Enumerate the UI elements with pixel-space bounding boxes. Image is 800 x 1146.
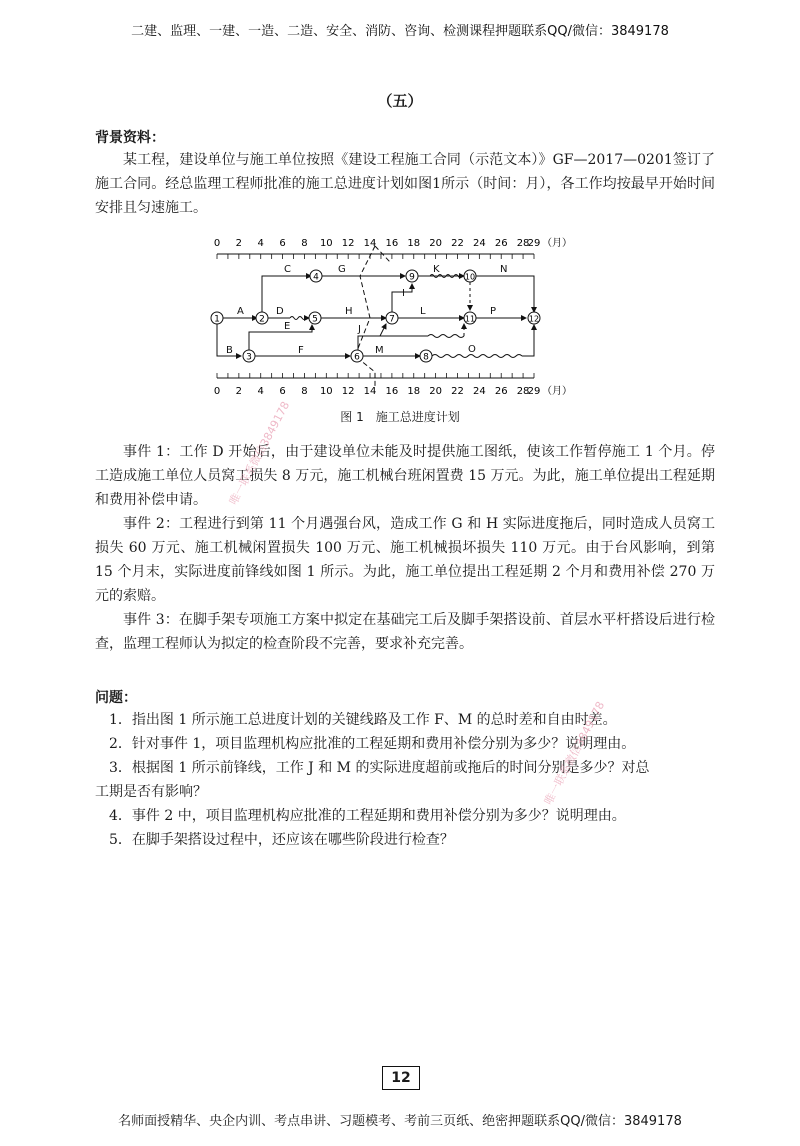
node-9 <box>406 270 418 283</box>
scale-unit-label: （月） <box>542 386 572 397</box>
scale-tick-label: 28 <box>516 238 530 249</box>
scale-tick-label: 18 <box>407 238 421 249</box>
event-1: 事件 1：工作 D 开始后，由于建设单位未能及时提供施工图纸，使该工作暂停施工 1 个月。停工造成施工单位人员窝工损失 8 万元，施工机械台班闲置费 15 万元。为此，施工单位提出工程延期和费用补偿申请。 <box>95 444 715 508</box>
scale-tick-label: 2 <box>235 386 243 397</box>
scale-tick-label: 14 <box>363 386 377 397</box>
svg-text:10: 10 <box>464 272 476 282</box>
watermark: 唯一联系微信3849178 <box>541 699 608 808</box>
intro-block <box>95 148 715 220</box>
scale-tick-label: 4 <box>257 238 264 249</box>
activity-n-arrow <box>476 276 534 312</box>
scale-tick-label: 20 <box>429 238 442 249</box>
scale-tick-label: 26 <box>494 238 508 249</box>
scale-tick-label: 29 <box>527 238 541 249</box>
node-1 <box>211 312 223 325</box>
svg-text:6: 6 <box>354 352 360 363</box>
bottom-time-scale <box>214 373 572 397</box>
event-2: 事件 2：工程进行到第 11 个月遇强台风，造成工作 G 和 H 实际进度拖后，同时造成人员窝工损失 60 万元、施工机械闲置损失 100 万元、施工机械损坏损失 110 万元。由于台风影响，到第 15 个月末，实际进度前锋线如图 1 所示。为此，施工单位提出工程延期 2 个月和费用补偿 270 万元的索赔。 <box>95 516 715 604</box>
scale-tick-label: 22 <box>451 386 464 397</box>
section-title: （五） <box>377 92 423 110</box>
scale-tick-label: 26 <box>494 386 508 397</box>
intro-paragraph: 某工程，建设单位与施工单位按照《建设工程施工合同（示范文本）》GF—2017—0201签订了施工合同。经总监理工程师批准的施工总进度计划如图1所示（时间：月），各工作均按最早开始时间安排且匀速施工。 <box>95 152 715 216</box>
label-a: A <box>237 306 244 317</box>
scale-tick-label: 24 <box>472 238 486 249</box>
label-b: B <box>226 345 233 356</box>
scale-tick-label: 18 <box>407 386 421 397</box>
label-p: P <box>490 306 497 317</box>
label-k: K <box>433 264 440 275</box>
label-f: F <box>298 345 304 356</box>
question-3-continued: 工期是否有影响？ <box>95 784 207 800</box>
scale-tick-label: 20 <box>429 386 442 397</box>
scale-tick-label: 6 <box>279 386 286 397</box>
svg-text:8: 8 <box>423 352 429 363</box>
question-3: 3．根据图 1 所示前锋线，工作 J 和 M 的实际进度超前或拖后的时间分别是多少？对总 <box>109 760 650 776</box>
node-11 <box>464 312 476 324</box>
watermark: 唯一联系微信3849178 <box>226 399 293 508</box>
scale-tick-label: 29 <box>527 386 541 397</box>
network-svg <box>200 232 580 432</box>
svg-text:7: 7 <box>389 314 395 325</box>
node-3 <box>243 350 255 363</box>
scale-tick-label: 16 <box>385 386 399 397</box>
events-block <box>95 440 715 656</box>
question-2: 2．针对事件 1，项目监理机构应批准的工程延期和费用补偿分别为多少？说明理由。 <box>109 736 636 752</box>
scale-tick-label: 0 <box>213 386 221 397</box>
node-12 <box>528 312 540 324</box>
scale-tick-label: 24 <box>472 386 486 397</box>
question-5: 5．在脚手架搭设过程中，还应该在哪些阶段进行检查？ <box>109 832 454 848</box>
node-8 <box>420 350 432 363</box>
svg-text:3: 3 <box>246 352 252 363</box>
scale-tick-label: 10 <box>319 238 333 249</box>
background-heading: 背景资料： <box>95 130 165 146</box>
svg-text:11: 11 <box>464 314 476 324</box>
scale-tick-label: 28 <box>516 386 530 397</box>
scale-unit-label: （月） <box>542 238 572 249</box>
scale-tick-label: 6 <box>279 238 286 249</box>
label-h: H <box>345 306 353 317</box>
event-3: 事件 3：在脚手架专项施工方案中拟定在基础完工后及脚手架搭设前、首层水平杆搭设后进行检查，监理工程师认为拟定的检查阶段不完善，要求补充完善。 <box>95 612 715 652</box>
node-4 <box>310 270 322 283</box>
schedule-network-diagram <box>200 232 580 432</box>
scale-tick-label: 8 <box>301 386 308 397</box>
svg-text:1: 1 <box>214 314 220 325</box>
scale-tick-label: 12 <box>341 386 355 397</box>
top-time-scale <box>214 237 572 259</box>
page-header: 二建、监理、一建、一造、二造、安全、消防、咨询、检测课程押题联系QQ/微信：3849178 <box>131 24 669 39</box>
page-footer: 名师面授精华、央企内训、考点串讲、习题模考、考前三页纸、绝密押题联系QQ/微信：3849178 <box>118 1114 682 1129</box>
node-2 <box>256 312 268 325</box>
svg-text:9: 9 <box>409 272 415 283</box>
svg-text:2: 2 <box>259 314 265 325</box>
svg-text:12: 12 <box>528 314 540 324</box>
label-e: E <box>284 321 291 332</box>
scale-tick-label: 8 <box>301 238 308 249</box>
page-number: 12 <box>382 1066 420 1090</box>
label-i: I <box>402 288 405 299</box>
svg-text:5: 5 <box>312 314 318 325</box>
label-m: M <box>375 345 384 356</box>
questions-heading: 问题： <box>95 690 137 706</box>
figure-caption: 图 1 施工总进度计划 <box>340 410 460 424</box>
question-4: 4．事件 2 中，项目监理机构应批准的工程延期和费用补偿分别为多少？说明理由。 <box>109 808 626 824</box>
progress-front-line <box>355 246 375 388</box>
questions-block <box>95 708 715 852</box>
scale-tick-label: 16 <box>385 238 399 249</box>
activity-o-arrow <box>432 355 522 358</box>
label-l: L <box>420 306 426 317</box>
scale-tick-label: 2 <box>235 238 243 249</box>
scale-tick-label: 12 <box>341 238 355 249</box>
activity-d-float <box>290 317 306 320</box>
label-g: G <box>338 264 346 275</box>
scale-tick-label: 14 <box>363 238 377 249</box>
question-1: 1．指出图 1 所示施工总进度计划的关键线路及工作 F、M 的总时差和自由时差。 <box>109 712 617 728</box>
node-10 <box>464 270 476 282</box>
label-o: O <box>468 344 476 355</box>
scale-tick-label: 22 <box>451 238 464 249</box>
label-j: J <box>358 324 361 335</box>
node-5 <box>309 312 321 325</box>
activity-c-arrow <box>262 276 311 312</box>
label-c: C <box>284 264 291 275</box>
node-6 <box>351 350 363 363</box>
scale-tick-label: 10 <box>319 386 333 397</box>
scale-tick-label: 4 <box>257 386 264 397</box>
label-n: N <box>500 264 508 275</box>
scale-tick-label: 0 <box>213 238 221 249</box>
svg-text:4: 4 <box>313 272 319 283</box>
node-7 <box>386 312 398 325</box>
label-d: D <box>276 306 284 317</box>
